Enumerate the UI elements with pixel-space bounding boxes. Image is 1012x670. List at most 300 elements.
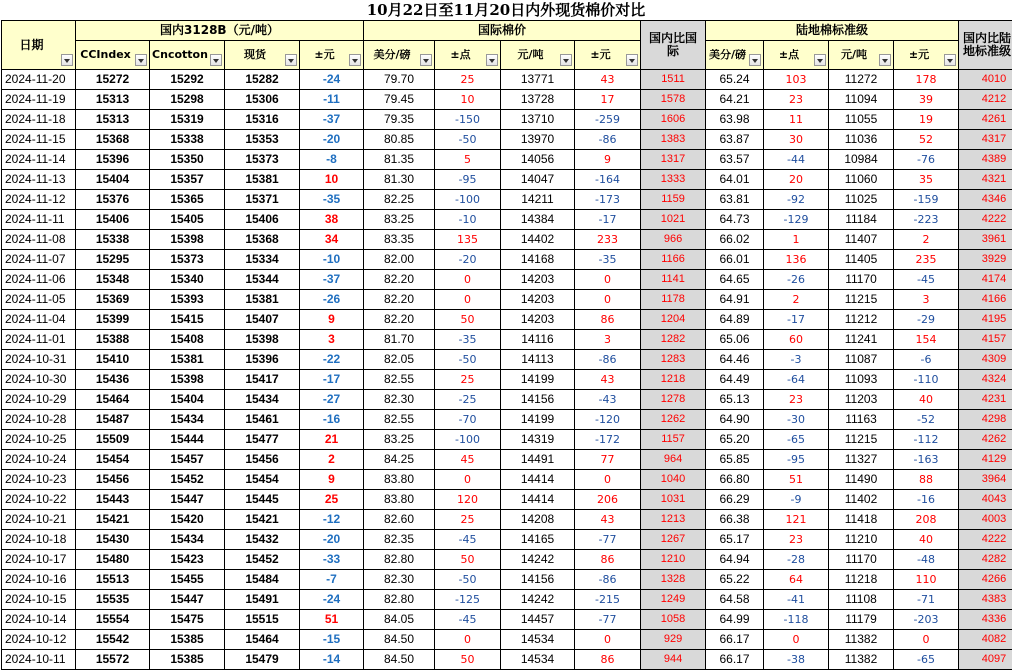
intl-change-cell: 86 [575, 650, 641, 670]
land-cents-cell: 63.87 [706, 130, 764, 150]
filter-dropdown-icon[interactable] [879, 54, 891, 66]
domestic-vs-intl-cell: 1040 [641, 470, 706, 490]
col-intl-change-header[interactable] [575, 41, 641, 70]
spot-change-cell: -20 [300, 130, 364, 150]
date-cell: 2024-10-11 [2, 650, 76, 670]
land-change-cell: 52 [894, 130, 959, 150]
spot-change-cell: -22 [300, 350, 364, 370]
filter-dropdown-icon[interactable] [61, 54, 73, 66]
land-yuan-cell: 11184 [829, 210, 894, 230]
land-cents-cell: 65.06 [706, 330, 764, 350]
intl-cents-cell: 82.80 [364, 590, 435, 610]
intl-points-cell: -95 [435, 170, 501, 190]
cncotton-cell: 15398 [150, 230, 225, 250]
land-change-cell: -76 [894, 150, 959, 170]
land-change-cell: 35 [894, 170, 959, 190]
domestic-vs-land-cell: 4282 [959, 550, 1012, 570]
header-label: Cncotton [152, 49, 208, 61]
intl-yuan-cell: 14319 [501, 430, 575, 450]
table-row [2, 210, 1012, 230]
land-yuan-cell: 11212 [829, 310, 894, 330]
date-cell: 2024-11-19 [2, 90, 76, 110]
col-ccindex-header[interactable] [76, 41, 150, 70]
spot-cell: 15456 [225, 450, 300, 470]
filter-dropdown-icon[interactable] [420, 54, 432, 66]
col-cncotton-header[interactable] [150, 41, 225, 70]
table-row [2, 170, 1012, 190]
col-intl-cents-header[interactable] [364, 41, 435, 70]
intl-points-cell: 25 [435, 370, 501, 390]
domestic-vs-intl-cell: 1511 [641, 70, 706, 90]
cncotton-cell: 15457 [150, 450, 225, 470]
ccindex-cell: 15338 [76, 230, 150, 250]
cncotton-cell: 15434 [150, 410, 225, 430]
intl-cents-cell: 82.55 [364, 410, 435, 430]
intl-yuan-cell: 14199 [501, 370, 575, 390]
col-land-points-header[interactable] [764, 41, 829, 70]
spot-change-cell: -17 [300, 370, 364, 390]
filter-dropdown-icon[interactable] [349, 54, 361, 66]
intl-change-cell: 206 [575, 490, 641, 510]
table-row [2, 70, 1012, 90]
land-points-cell: 0 [764, 630, 829, 650]
domestic-vs-intl-cell: 1328 [641, 570, 706, 590]
intl-cents-cell: 83.25 [364, 430, 435, 450]
land-cents-cell: 66.29 [706, 490, 764, 510]
land-change-cell: -6 [894, 350, 959, 370]
intl-yuan-cell: 14116 [501, 330, 575, 350]
intl-change-cell: -173 [575, 190, 641, 210]
intl-cents-cell: 79.70 [364, 70, 435, 90]
intl-cents-cell: 84.50 [364, 630, 435, 650]
intl-yuan-cell: 14211 [501, 190, 575, 210]
intl-cents-cell: 82.30 [364, 570, 435, 590]
spot-change-cell: 21 [300, 430, 364, 450]
land-points-cell: 2 [764, 290, 829, 310]
intl-change-cell: -120 [575, 410, 641, 430]
intl-cents-cell: 84.25 [364, 450, 435, 470]
intl-points-cell: 50 [435, 550, 501, 570]
date-cell: 2024-11-18 [2, 110, 76, 130]
spot-change-cell: -15 [300, 630, 364, 650]
land-cents-cell: 66.80 [706, 470, 764, 490]
col-intl-points-header[interactable] [435, 41, 501, 70]
domestic-vs-land-cell: 3964 [959, 470, 1012, 490]
table-row [2, 610, 1012, 630]
land-cents-cell: 65.24 [706, 70, 764, 90]
cncotton-cell: 15415 [150, 310, 225, 330]
intl-yuan-cell: 14534 [501, 630, 575, 650]
table-row [2, 370, 1012, 390]
col-land-cents-header[interactable] [706, 41, 764, 70]
land-points-cell: 23 [764, 530, 829, 550]
intl-change-cell: -86 [575, 570, 641, 590]
land-points-cell: -65 [764, 430, 829, 450]
land-points-cell: 23 [764, 390, 829, 410]
date-cell: 2024-11-05 [2, 290, 76, 310]
cncotton-cell: 15292 [150, 70, 225, 90]
spot-cell: 15381 [225, 290, 300, 310]
domestic-vs-land-cell: 4383 [959, 590, 1012, 610]
intl-yuan-cell: 13970 [501, 130, 575, 150]
ccindex-cell: 15313 [76, 110, 150, 130]
table-row [2, 490, 1012, 510]
intl-yuan-cell: 14402 [501, 230, 575, 250]
land-yuan-cell: 11093 [829, 370, 894, 390]
domestic-vs-intl-cell: 1282 [641, 330, 706, 350]
intl-yuan-cell: 14113 [501, 350, 575, 370]
spot-change-cell: -24 [300, 590, 364, 610]
table-row [2, 650, 1012, 670]
table-row [2, 430, 1012, 450]
ccindex-cell: 15487 [76, 410, 150, 430]
intl-change-cell: -215 [575, 590, 641, 610]
ccindex-cell: 15430 [76, 530, 150, 550]
intl-points-cell: 120 [435, 490, 501, 510]
filter-dropdown-icon[interactable] [285, 54, 297, 66]
intl-cents-cell: 80.85 [364, 130, 435, 150]
intl-cents-cell: 82.20 [364, 310, 435, 330]
intl-points-cell: -100 [435, 430, 501, 450]
ccindex-cell: 15410 [76, 350, 150, 370]
ccindex-cell: 15404 [76, 170, 150, 190]
table-row [2, 510, 1012, 530]
col-spot-header[interactable] [225, 41, 300, 70]
land-cents-cell: 64.73 [706, 210, 764, 230]
intl-change-cell: 43 [575, 370, 641, 390]
land-points-cell: -26 [764, 270, 829, 290]
spot-change-cell: -12 [300, 510, 364, 530]
date-cell: 2024-10-30 [2, 370, 76, 390]
date-cell: 2024-10-24 [2, 450, 76, 470]
intl-cents-cell: 82.80 [364, 550, 435, 570]
col-land-yuan-header[interactable] [829, 41, 894, 70]
land-points-cell: 1 [764, 230, 829, 250]
table-row [2, 570, 1012, 590]
land-cents-cell: 64.94 [706, 550, 764, 570]
intl-points-cell: 10 [435, 90, 501, 110]
land-change-cell: -71 [894, 590, 959, 610]
col-intl-yuan-header[interactable] [501, 41, 575, 70]
ccindex-cell: 15376 [76, 190, 150, 210]
land-cents-cell: 64.65 [706, 270, 764, 290]
land-yuan-cell: 10984 [829, 150, 894, 170]
intl-cents-cell: 82.25 [364, 190, 435, 210]
spot-cell: 15344 [225, 270, 300, 290]
land-points-cell: -9 [764, 490, 829, 510]
cncotton-cell: 15298 [150, 90, 225, 110]
intl-yuan-cell: 14203 [501, 270, 575, 290]
domestic-vs-intl-cell: 1578 [641, 90, 706, 110]
intl-cents-cell: 83.35 [364, 230, 435, 250]
group-domestic: 国内3128B（元/吨） [76, 21, 364, 41]
spot-cell: 15282 [225, 70, 300, 90]
land-cents-cell: 64.21 [706, 90, 764, 110]
intl-points-cell: 50 [435, 650, 501, 670]
land-yuan-cell: 11215 [829, 430, 894, 450]
domestic-vs-intl-cell: 1141 [641, 270, 706, 290]
cncotton-cell: 15434 [150, 530, 225, 550]
ccindex-cell: 15436 [76, 370, 150, 390]
filter-dropdown-icon[interactable] [814, 54, 826, 66]
land-change-cell: -65 [894, 650, 959, 670]
land-yuan-cell: 11179 [829, 610, 894, 630]
ccindex-cell: 15295 [76, 250, 150, 270]
land-change-cell: -112 [894, 430, 959, 450]
land-points-cell: -129 [764, 210, 829, 230]
domestic-vs-land-cell: 3929 [959, 250, 1012, 270]
ccindex-cell: 15542 [76, 630, 150, 650]
intl-change-cell: 0 [575, 270, 641, 290]
intl-yuan-cell: 14047 [501, 170, 575, 190]
intl-cents-cell: 81.30 [364, 170, 435, 190]
spot-cell: 15371 [225, 190, 300, 210]
land-points-cell: 30 [764, 130, 829, 150]
header-label: 现货 [244, 49, 266, 61]
intl-change-cell: -259 [575, 110, 641, 130]
spot-change-cell: -11 [300, 90, 364, 110]
intl-change-cell: 0 [575, 290, 641, 310]
spot-change-cell: 51 [300, 610, 364, 630]
cncotton-cell: 15381 [150, 350, 225, 370]
spot-cell: 15421 [225, 510, 300, 530]
cncotton-cell: 15420 [150, 510, 225, 530]
land-cents-cell: 65.22 [706, 570, 764, 590]
intl-change-cell: 9 [575, 150, 641, 170]
spot-cell: 15434 [225, 390, 300, 410]
domestic-vs-intl-cell: 966 [641, 230, 706, 250]
land-cents-cell: 65.17 [706, 530, 764, 550]
intl-points-cell: -125 [435, 590, 501, 610]
domestic-vs-intl-cell: 1166 [641, 250, 706, 270]
date-cell: 2024-10-17 [2, 550, 76, 570]
table-row [2, 470, 1012, 490]
domestic-vs-intl-cell: 1204 [641, 310, 706, 330]
cncotton-cell: 15447 [150, 590, 225, 610]
land-points-cell: -28 [764, 550, 829, 570]
intl-cents-cell: 81.70 [364, 330, 435, 350]
intl-change-cell: 86 [575, 310, 641, 330]
cncotton-cell: 15373 [150, 250, 225, 270]
land-cents-cell: 64.49 [706, 370, 764, 390]
land-yuan-cell: 11218 [829, 570, 894, 590]
cncotton-cell: 15447 [150, 490, 225, 510]
table-row [2, 390, 1012, 410]
date-cell: 2024-11-01 [2, 330, 76, 350]
domestic-vs-land-cell: 4082 [959, 630, 1012, 650]
land-points-cell: 60 [764, 330, 829, 350]
intl-cents-cell: 82.00 [364, 250, 435, 270]
intl-points-cell: -50 [435, 350, 501, 370]
filter-dropdown-icon[interactable] [560, 54, 572, 66]
table-row [2, 630, 1012, 650]
land-change-cell: -16 [894, 490, 959, 510]
date-cell: 2024-11-12 [2, 190, 76, 210]
intl-points-cell: -25 [435, 390, 501, 410]
land-change-cell: 40 [894, 530, 959, 550]
cncotton-cell: 15455 [150, 570, 225, 590]
header-label: ±元 [909, 49, 929, 61]
intl-points-cell: -50 [435, 130, 501, 150]
cncotton-cell: 15408 [150, 330, 225, 350]
intl-points-cell: 25 [435, 510, 501, 530]
land-points-cell: -17 [764, 310, 829, 330]
ccindex-cell: 15443 [76, 490, 150, 510]
land-change-cell: 39 [894, 90, 959, 110]
date-cell: 2024-10-25 [2, 430, 76, 450]
domestic-vs-land-cell: 4298 [959, 410, 1012, 430]
land-yuan-cell: 11210 [829, 530, 894, 550]
table-row [2, 350, 1012, 370]
spot-change-cell: 9 [300, 470, 364, 490]
intl-yuan-cell: 14165 [501, 530, 575, 550]
domestic-vs-land-cell: 4212 [959, 90, 1012, 110]
land-yuan-cell: 11402 [829, 490, 894, 510]
domestic-vs-intl-cell: 1058 [641, 610, 706, 630]
spot-cell: 15477 [225, 430, 300, 450]
land-yuan-cell: 11407 [829, 230, 894, 250]
spot-change-cell: -14 [300, 650, 364, 670]
date-cell: 2024-10-29 [2, 390, 76, 410]
table-row [2, 230, 1012, 250]
filter-dropdown-icon[interactable] [749, 54, 761, 66]
domestic-vs-intl-cell: 1213 [641, 510, 706, 530]
ccindex-cell: 15313 [76, 90, 150, 110]
intl-cents-cell: 82.20 [364, 270, 435, 290]
table-row [2, 310, 1012, 330]
intl-yuan-cell: 14414 [501, 490, 575, 510]
spot-cell: 15432 [225, 530, 300, 550]
domestic-vs-intl-cell: 964 [641, 450, 706, 470]
spot-change-cell: -20 [300, 530, 364, 550]
col-spot-change-header[interactable] [300, 41, 364, 70]
land-yuan-cell: 11418 [829, 510, 894, 530]
intl-cents-cell: 82.20 [364, 290, 435, 310]
intl-cents-cell: 83.25 [364, 210, 435, 230]
ccindex-cell: 15464 [76, 390, 150, 410]
date-cell: 2024-10-15 [2, 590, 76, 610]
filter-dropdown-icon[interactable] [210, 54, 222, 66]
land-change-cell: 178 [894, 70, 959, 90]
intl-change-cell: -86 [575, 130, 641, 150]
table-row [2, 590, 1012, 610]
ccindex-cell: 15388 [76, 330, 150, 350]
cncotton-cell: 15385 [150, 630, 225, 650]
ccindex-cell: 15535 [76, 590, 150, 610]
date-cell: 2024-10-14 [2, 610, 76, 630]
land-cents-cell: 66.02 [706, 230, 764, 250]
intl-yuan-cell: 14491 [501, 450, 575, 470]
col-date-header[interactable]: 日期 [2, 21, 76, 70]
ccindex-cell: 15272 [76, 70, 150, 90]
header-label: ±元 [314, 49, 334, 61]
intl-yuan-cell: 14208 [501, 510, 575, 530]
domestic-vs-land-cell: 4262 [959, 430, 1012, 450]
cncotton-cell: 15357 [150, 170, 225, 190]
land-yuan-cell: 11327 [829, 450, 894, 470]
col-land-change-header[interactable] [894, 41, 959, 70]
domestic-vs-intl-cell: 1283 [641, 350, 706, 370]
land-cents-cell: 64.89 [706, 310, 764, 330]
intl-points-cell: -150 [435, 110, 501, 130]
land-points-cell: -3 [764, 350, 829, 370]
table-row [2, 290, 1012, 310]
domestic-vs-intl-cell: 1606 [641, 110, 706, 130]
spot-cell: 15373 [225, 150, 300, 170]
intl-yuan-cell: 14199 [501, 410, 575, 430]
land-yuan-cell: 11382 [829, 630, 894, 650]
filter-dropdown-icon[interactable] [486, 54, 498, 66]
land-change-cell: 88 [894, 470, 959, 490]
date-cell: 2024-11-14 [2, 150, 76, 170]
domestic-vs-land-cell: 4010 [959, 70, 1012, 90]
ccindex-cell: 15456 [76, 470, 150, 490]
land-change-cell: -48 [894, 550, 959, 570]
intl-yuan-cell: 14156 [501, 570, 575, 590]
filter-dropdown-icon[interactable] [626, 54, 638, 66]
land-cents-cell: 66.38 [706, 510, 764, 530]
intl-change-cell: -77 [575, 610, 641, 630]
intl-change-cell: -86 [575, 350, 641, 370]
land-change-cell: -110 [894, 370, 959, 390]
spot-cell: 15407 [225, 310, 300, 330]
land-cents-cell: 63.57 [706, 150, 764, 170]
intl-change-cell: 0 [575, 630, 641, 650]
land-change-cell: -29 [894, 310, 959, 330]
intl-change-cell: -17 [575, 210, 641, 230]
date-cell: 2024-11-07 [2, 250, 76, 270]
cncotton-cell: 15365 [150, 190, 225, 210]
intl-points-cell: 135 [435, 230, 501, 250]
ccindex-cell: 15369 [76, 290, 150, 310]
domestic-vs-land-cell: 4129 [959, 450, 1012, 470]
intl-points-cell: -100 [435, 190, 501, 210]
cncotton-cell: 15423 [150, 550, 225, 570]
land-change-cell: 40 [894, 390, 959, 410]
land-points-cell: 64 [764, 570, 829, 590]
ccindex-cell: 15421 [76, 510, 150, 530]
domestic-vs-intl-cell: 1249 [641, 590, 706, 610]
table-body [2, 70, 1012, 670]
land-points-cell: 20 [764, 170, 829, 190]
col-domestic-vs-intl-header: 国内比国际 [641, 21, 706, 70]
ccindex-cell: 15406 [76, 210, 150, 230]
land-change-cell: -45 [894, 270, 959, 290]
spot-cell: 15381 [225, 170, 300, 190]
intl-points-cell: 0 [435, 630, 501, 650]
land-cents-cell: 64.58 [706, 590, 764, 610]
intl-points-cell: 0 [435, 270, 501, 290]
land-cents-cell: 64.46 [706, 350, 764, 370]
spot-cell: 15396 [225, 350, 300, 370]
ccindex-cell: 15572 [76, 650, 150, 670]
spot-cell: 15464 [225, 630, 300, 650]
intl-cents-cell: 82.60 [364, 510, 435, 530]
spot-change-cell: -37 [300, 110, 364, 130]
intl-yuan-cell: 14457 [501, 610, 575, 630]
date-cell: 2024-10-18 [2, 530, 76, 550]
intl-points-cell: -45 [435, 610, 501, 630]
land-points-cell: -118 [764, 610, 829, 630]
land-yuan-cell: 11215 [829, 290, 894, 310]
filter-dropdown-icon[interactable] [944, 54, 956, 66]
land-yuan-cell: 11108 [829, 590, 894, 610]
intl-change-cell: -43 [575, 390, 641, 410]
filter-dropdown-icon[interactable] [135, 54, 147, 66]
land-yuan-cell: 11055 [829, 110, 894, 130]
intl-yuan-cell: 14056 [501, 150, 575, 170]
intl-points-cell: -70 [435, 410, 501, 430]
